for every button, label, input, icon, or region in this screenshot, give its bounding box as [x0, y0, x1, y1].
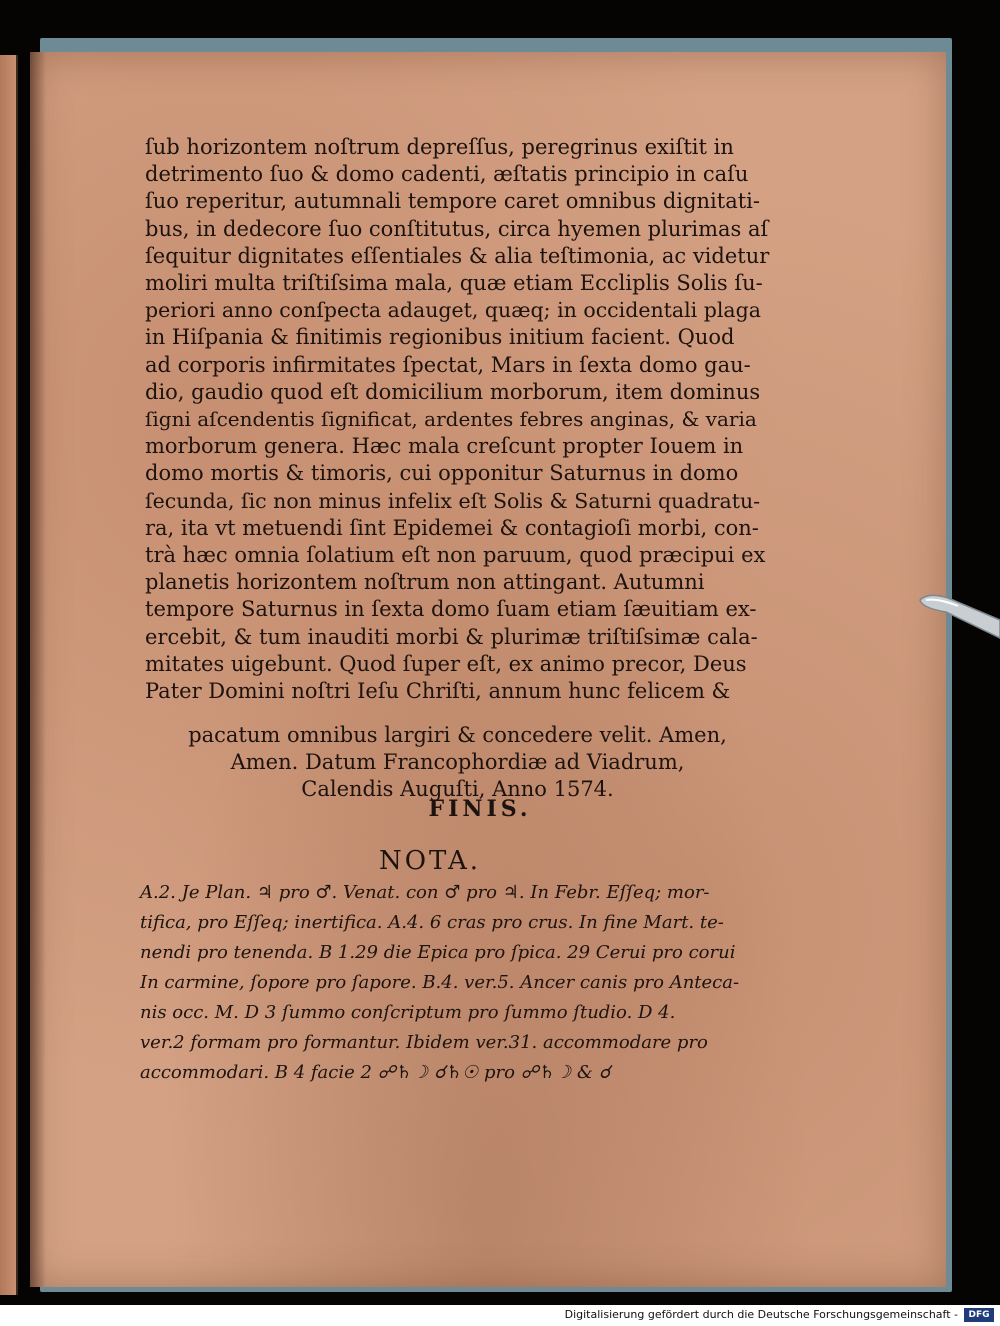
text-line: domo mortis & timoris, cui opponitur Saturnus in domo	[145, 461, 739, 486]
main-text-block	[145, 134, 770, 705]
text-line: ſub horizontem noſtrum depreſſus, peregrinus exiſtit in	[145, 135, 734, 159]
closing-line: Calendis Auguſti, Anno 1574.	[301, 777, 614, 802]
page-weight-pointer-icon	[918, 590, 1000, 640]
text-line: Pater Domini noſtri Ieſu Chriſti, annum hunc felicem &	[145, 679, 731, 704]
text-line: periori anno conſpecta adauget, quæq; in occidentali plaga	[145, 298, 762, 323]
text-line: in Hiſpania & finitimis regionibus initium facient. Quod	[145, 325, 735, 350]
text-line: moliri multa triſtiſsima mala, quæ etiam Eccliplis Solis ſu-	[145, 271, 763, 296]
dfg-logo: DFG	[964, 1308, 994, 1322]
errata-line: nis occ. M. D 3 ſummo conſcriptum pro ſummo ſtudio. D 4.	[140, 1002, 676, 1023]
text-line: ra, ita vt metuendi ſint Epidemei & contagioſi morbi, con-	[145, 515, 759, 540]
closing-line: pacatum omnibus largiri & concedere velit. Amen,	[188, 723, 727, 747]
text-line: planetis horizontem noſtrum non attingant. Autumni	[145, 570, 705, 595]
closing-block	[140, 722, 775, 804]
text-line: ad corporis infirmitates ſpectat, Mars in ſexta domo gau-	[145, 352, 751, 377]
text-line: dio, gaudio quod eſt domicilium morborum, item dominus	[145, 379, 761, 404]
text-line: ſuo reperitur, autumnali tempore caret omnibus dignitati-	[145, 189, 760, 214]
footer-bar	[0, 1305, 1000, 1326]
text-line: trà hæc omnia ſolatium eſt non paruum, quod præcipui ex	[145, 543, 766, 568]
text-line: ſecunda, ſic non minus infelix eſt Solis & Saturni quadratu-	[145, 488, 761, 513]
finis-heading: FINIS.	[428, 796, 532, 822]
text-line: bus, in dedecore ſuo conſtitutus, circa hyemen plurimas aſ	[145, 216, 769, 241]
nota-heading: NOTA.	[378, 846, 482, 876]
funding-credit: Digitalisierung gefördert durch die Deutsche Forschungsgemeinschaft -	[564, 1308, 958, 1321]
errata-line: ver.2 formam pro formantur. Ibidem ver.31. accommodare pro	[140, 1032, 708, 1053]
text-line: mitates uigebunt. Quod ſuper eſt, ex animo precor, Deus	[145, 651, 747, 676]
text-line: ercebit, & tum inauditi morbi & plurimæ triſtiſsimæ cala-	[145, 624, 758, 649]
errata-line: tifica, pro Eſſeq; inertifica. A.4. 6 cras pro crus. In fine Mart. te-	[140, 912, 724, 933]
errata-line: accommodari. B 4 facie 2 ☍♄☽ ☌♄☉ pro ☍♄☽ & ☌	[140, 1062, 611, 1083]
text-line: tempore Saturnus in ſexta domo ſuam etiam ſæuitiam ex-	[145, 597, 757, 622]
closing-line: Amen. Datum Francophordiæ ad Viadrum,	[230, 750, 685, 775]
previous-page-edge	[0, 55, 18, 1295]
errata-line: A.2. Je Plan. ♃ pro ♂. Venat. con ♂ pro ♃. In Febr. Eſſeq; mor-	[140, 882, 710, 903]
text-line: ſequitur dignitates eſſentiales & alia teſtimonia, ac videtur	[145, 243, 770, 268]
text-line: ſigni aſcendentis ſignificat, ardentes febres anginas, & varia	[145, 407, 757, 432]
page-gutter-shadow	[30, 52, 46, 1287]
errata-line: nendi pro tenenda. B 1.29 die Epica pro ſpica. 29 Cerui pro corui	[140, 942, 736, 963]
errata-block	[140, 878, 760, 1088]
text-line: morborum genera. Hæc mala creſcunt propter Iouem in	[145, 434, 744, 459]
errata-line: In carmine, ſopore pro ſapore. B.4. ver.5. Ancer canis pro Anteca-	[140, 972, 740, 993]
text-line: detrimento ſuo & domo cadenti, æſtatis principio in caſu	[145, 162, 749, 187]
